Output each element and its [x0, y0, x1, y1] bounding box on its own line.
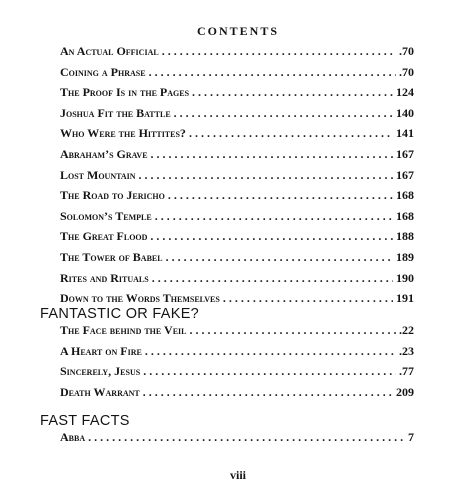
leader-dots	[139, 168, 393, 183]
entry-title: Rites and Rituals	[60, 270, 149, 285]
toc-entry	[60, 65, 414, 86]
entry-page: 189	[396, 249, 414, 264]
toc-entry	[60, 385, 414, 406]
entry-title: The Proof Is in the Pages	[60, 85, 190, 100]
leader-dots	[189, 323, 396, 338]
leader-dots	[149, 65, 396, 80]
entry-title: Abba	[60, 430, 86, 444]
leader-dots	[174, 106, 393, 121]
entry-title: Down to the Words Themselves	[60, 291, 220, 306]
toc-entry	[60, 44, 414, 65]
toc-entry	[60, 168, 414, 189]
toc-entry	[60, 364, 414, 385]
toc-entry	[60, 106, 414, 127]
toc-entry	[60, 126, 414, 147]
entry-page: .70	[399, 64, 414, 79]
toc-section-1	[60, 44, 414, 312]
leader-dots	[166, 250, 393, 265]
leader-dots	[143, 385, 393, 400]
toc-entry	[60, 209, 414, 230]
entry-page: .23	[399, 343, 414, 358]
page-number: viii	[229, 468, 246, 482]
entry-page: 168	[396, 208, 414, 223]
toc-section-2	[60, 323, 414, 405]
leader-dots	[88, 430, 405, 445]
leader-dots	[189, 126, 393, 141]
entry-title: Sincerely, Jesus	[60, 364, 141, 379]
leader-dots	[162, 44, 396, 59]
entry-title: Solomon’s Temple	[60, 208, 152, 223]
entry-page: .70	[399, 44, 414, 58]
entry-title: The Face behind the Veil	[60, 323, 187, 337]
entry-title: An Actual Official	[60, 44, 159, 58]
toc-entry	[60, 188, 414, 209]
leader-dots	[168, 188, 393, 203]
leader-dots	[192, 85, 393, 100]
entry-title: Coining a Phrase	[60, 64, 146, 79]
toc-entry	[60, 85, 414, 106]
toc-entry	[60, 430, 414, 451]
leader-dots	[145, 344, 396, 359]
leader-dots	[150, 229, 393, 244]
entry-title: The Tower of Babel	[60, 249, 163, 264]
entry-page: 124	[396, 85, 414, 100]
page-title: CONTENTS	[196, 24, 280, 38]
leader-dots	[223, 291, 393, 306]
entry-title: The Great Flood	[60, 229, 148, 244]
leader-dots	[143, 364, 396, 379]
section-heading: FAST FACTS	[40, 413, 130, 429]
entry-page: 188	[396, 229, 414, 244]
toc-entry	[60, 344, 414, 365]
entry-page: 168	[396, 188, 414, 203]
entry-page: 209	[396, 384, 414, 399]
entry-title: Abraham’s Grave	[60, 146, 148, 161]
entry-page: .77	[399, 364, 414, 379]
entry-title: Death Warrant	[60, 384, 140, 399]
toc-entry	[60, 147, 414, 168]
entry-title: Lost Mountain	[60, 167, 136, 182]
toc-entry	[60, 323, 414, 344]
leader-dots	[152, 271, 393, 286]
leader-dots	[155, 209, 393, 224]
entry-page: 167	[396, 167, 414, 182]
entry-page: 191	[396, 291, 414, 306]
entry-page: 167	[396, 146, 414, 161]
entry-title: A Heart on Fire	[60, 343, 142, 358]
entry-page: 140	[396, 105, 414, 120]
toc-entry	[60, 271, 414, 292]
entry-page: 7	[408, 430, 414, 444]
section-heading: FANTASTIC OR FAKE?	[40, 306, 200, 322]
entry-title: The Road to Jericho	[60, 188, 165, 203]
entry-title: Who Were the Hittites?	[60, 126, 186, 141]
entry-page: .22	[399, 323, 414, 337]
leader-dots	[151, 147, 393, 162]
toc-section-3	[60, 430, 414, 451]
toc-entry	[60, 250, 414, 271]
toc-entry	[60, 229, 414, 250]
entry-title: Joshua Fit the Battle	[60, 105, 171, 120]
entry-page: 141	[396, 126, 414, 141]
entry-page: 190	[396, 270, 414, 285]
